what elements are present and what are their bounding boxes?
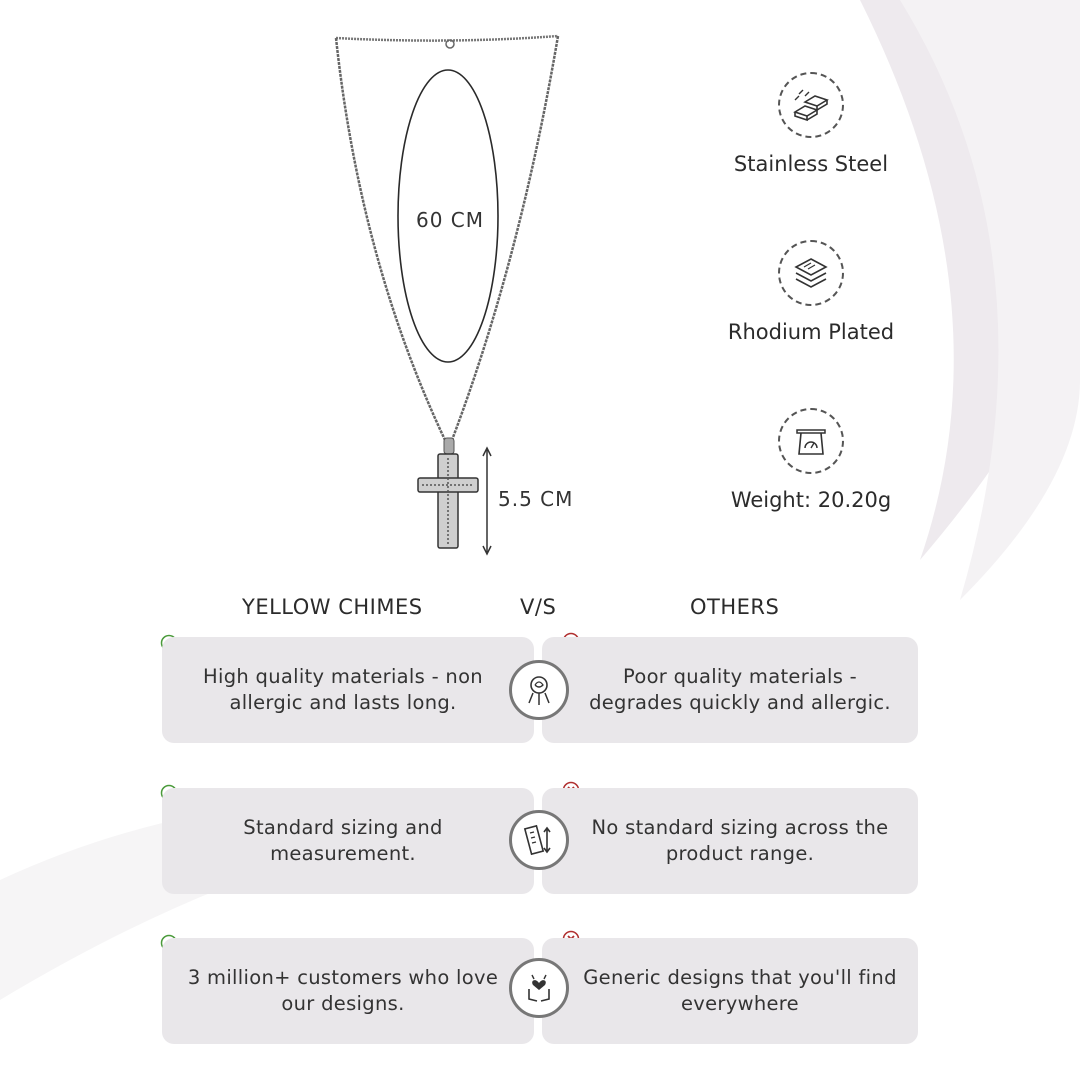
- brand-heading: YELLOW CHIMES: [242, 595, 423, 619]
- necklace-illustration: [320, 20, 620, 560]
- scale-icon: [778, 408, 844, 474]
- vs-heading: V/S: [520, 595, 557, 619]
- theirs-card: Generic designs that you'll find everywhere: [542, 938, 918, 1044]
- theirs-card: No standard sizing across the product range.: [542, 788, 918, 894]
- theirs-card: Poor quality materials - degrades quickly and allergic.: [542, 637, 918, 743]
- feature-label: Stainless Steel: [733, 152, 889, 176]
- cross-pendant: [418, 454, 478, 548]
- pendant-length-label: 5.5 CM: [498, 487, 574, 511]
- hands-heart-icon: [509, 958, 569, 1018]
- feature-weight: [681, 408, 941, 512]
- others-heading: OTHERS: [690, 595, 780, 619]
- ruler-measure-icon: [509, 810, 569, 870]
- chain-length-label: 60 CM: [416, 208, 485, 232]
- steel-bars-icon: [778, 72, 844, 138]
- quality-rose-icon: [509, 660, 569, 720]
- layers-icon: [778, 240, 844, 306]
- ours-card: Standard sizing and measurement.: [162, 788, 534, 894]
- feature-label: Weight: 20.20g: [730, 488, 892, 512]
- feature-rhodium-plated: [681, 240, 941, 344]
- feature-stainless-steel: [681, 72, 941, 176]
- ours-card: 3 million+ customers who love our designs.: [162, 938, 534, 1044]
- ours-card: High quality materials - non allergic and lasts long.: [162, 637, 534, 743]
- feature-label: Rhodium Plated: [727, 320, 895, 344]
